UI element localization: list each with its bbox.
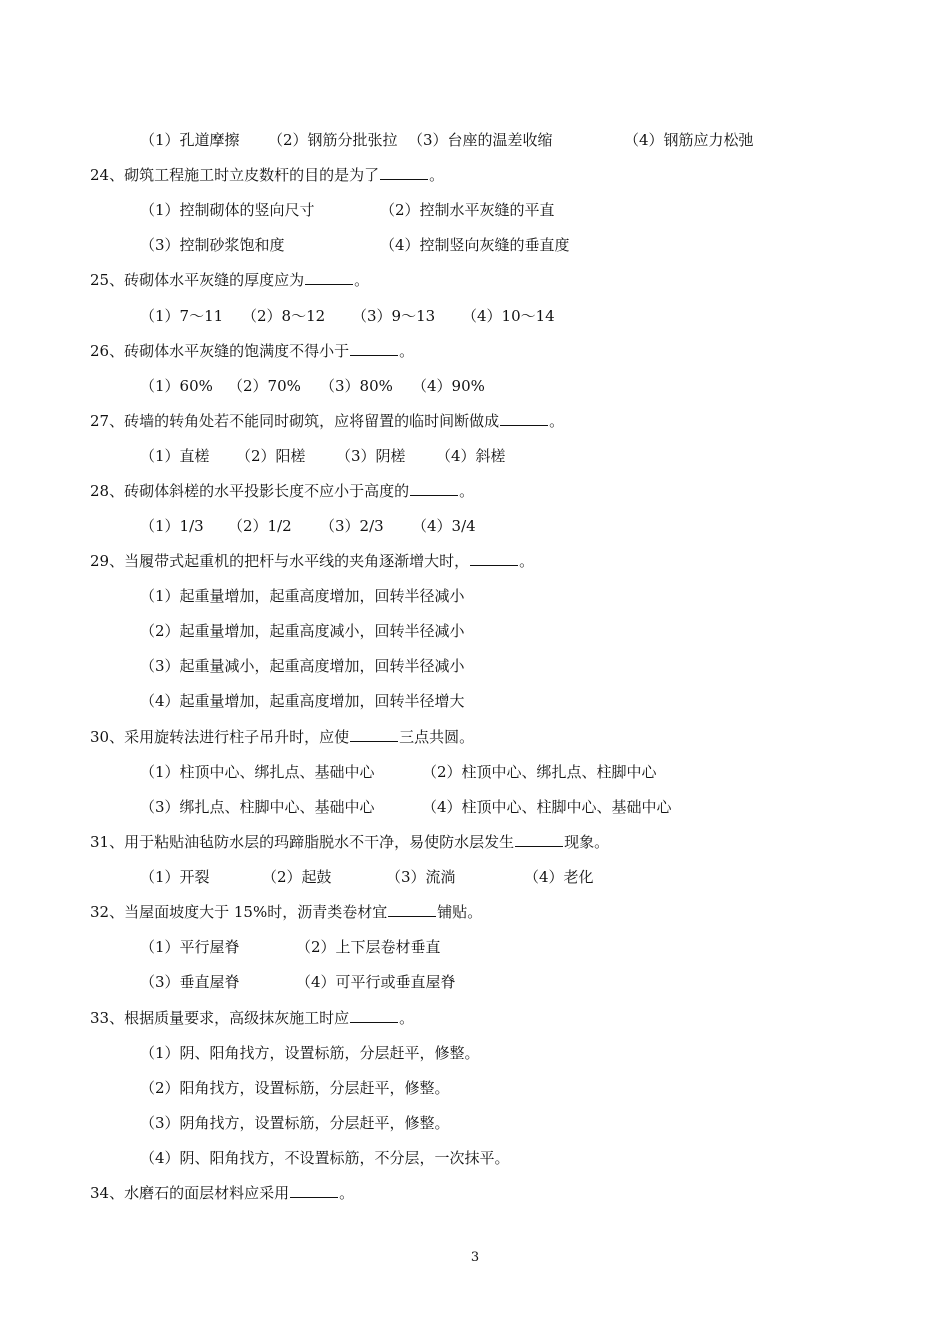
question-text-tail: 。 — [429, 166, 445, 184]
question-text: 32、当屋面坡度大于 15%时，沥青类卷材宜 — [90, 903, 388, 921]
answer-option: （1）7～11 — [140, 307, 224, 325]
answer-option: （3）2/3 — [320, 517, 384, 535]
answer-option: （1）开裂 — [140, 868, 210, 886]
answer-option: （2）1/2 — [228, 517, 292, 535]
answer-blank — [350, 1008, 398, 1023]
answer-option: （4）10～14 — [462, 307, 555, 325]
question-text-tail: 三点共圆。 — [399, 728, 475, 746]
question-text: 34、水磨石的面层材料应采用 — [90, 1184, 290, 1202]
question-line — [90, 832, 609, 852]
answer-option: （2）上下层卷材垂直 — [296, 938, 441, 956]
question-text-tail: 铺贴。 — [437, 903, 483, 921]
answer-option: （3）80% — [320, 377, 393, 395]
question-text: 24、砌筑工程施工时立皮数杆的目的是为了 — [90, 166, 380, 184]
question-line — [90, 270, 369, 290]
answer-option: （1）1/3 — [140, 517, 204, 535]
question-text: 26、砖砌体水平灰缝的饱满度不得小于 — [90, 342, 350, 360]
answer-option: （2）起鼓 — [262, 868, 332, 886]
question-line — [90, 411, 564, 431]
answer-option: （2）8～12 — [242, 307, 326, 325]
question-text: 30、采用旋转法进行柱子吊升时，应使 — [90, 728, 350, 746]
answer-option: （4）90% — [412, 377, 485, 395]
answer-blank — [515, 832, 563, 847]
question-text-tail: 现象。 — [564, 833, 610, 851]
answer-option: （4）3/4 — [412, 517, 476, 535]
question-line — [90, 481, 474, 501]
answer-blank — [410, 481, 458, 496]
answer-option: （4）起重量增加，起重高度增加，回转半径增大 — [140, 692, 465, 710]
answer-option: （3）阴角找方，设置标筋，分层赶平，修整。 — [140, 1114, 450, 1132]
answer-option: （3）绑扎点、柱脚中心、基础中心 — [140, 798, 375, 816]
answer-option: （2）70% — [228, 377, 301, 395]
answer-option: （1）平行屋脊 — [140, 938, 240, 956]
answer-option: （3）阴槎 — [336, 447, 406, 465]
question-text-tail: 。 — [339, 1184, 355, 1202]
question-text-tail: 。 — [354, 271, 370, 289]
question-text-tail: 。 — [519, 552, 535, 570]
answer-option: （2）阳角找方，设置标筋，分层赶平，修整。 — [140, 1079, 450, 1097]
answer-blank — [470, 551, 518, 566]
answer-option: （2）阳槎 — [236, 447, 306, 465]
question-text: 25、砖砌体水平灰缝的厚度应为 — [90, 271, 305, 289]
page-number: 3 — [470, 1250, 480, 1265]
answer-option: （3）9～13 — [352, 307, 436, 325]
answer-option: （3）流淌 — [386, 868, 456, 886]
question-text-tail: 。 — [459, 482, 475, 500]
answer-blank — [350, 727, 398, 742]
answer-option: （2）起重量增加，起重高度减小，回转半径减小 — [140, 622, 465, 640]
question-text: 29、当履带式起重机的把杆与水平线的夹角逐渐增大时， — [90, 552, 470, 570]
answer-option: （3）台座的温差收缩 — [408, 131, 553, 149]
question-line — [90, 1008, 414, 1028]
answer-option: （4）斜槎 — [436, 447, 506, 465]
answer-blank — [388, 902, 436, 917]
answer-option: （2）柱顶中心、绑扎点、柱脚中心 — [422, 763, 657, 781]
question-line — [90, 551, 534, 571]
question-line — [90, 1183, 354, 1203]
answer-option: （3）控制砂浆饱和度 — [140, 236, 285, 254]
answer-blank — [380, 165, 428, 180]
question-text: 28、砖砌体斜槎的水平投影长度不应小于高度的 — [90, 482, 410, 500]
answer-option: （1）孔道摩擦 — [140, 131, 240, 149]
answer-option: （4）控制竖向灰缝的垂直度 — [380, 236, 570, 254]
question-line — [90, 727, 474, 747]
answer-option: （1）柱顶中心、绑扎点、基础中心 — [140, 763, 375, 781]
answer-blank — [305, 270, 353, 285]
answer-blank — [350, 341, 398, 356]
answer-option: （4）阴、阳角找方，不设置标筋，不分层，一次抹平。 — [140, 1149, 510, 1167]
question-text: 27、砖墙的转角处若不能同时砌筑，应将留置的临时间断做成 — [90, 412, 500, 430]
answer-option: （4）柱顶中心、柱脚中心、基础中心 — [422, 798, 672, 816]
answer-option: （1）控制砌体的竖向尺寸 — [140, 201, 315, 219]
answer-option: （2）钢筋分批张拉 — [268, 131, 398, 149]
answer-option: （1）起重量增加，起重高度增加，回转半径减小 — [140, 587, 465, 605]
answer-option: （3）起重量减小，起重高度增加，回转半径减小 — [140, 657, 465, 675]
question-text: 33、根据质量要求，高级抹灰施工时应 — [90, 1009, 350, 1027]
answer-option: （4）可平行或垂直屋脊 — [296, 973, 456, 991]
answer-option: （3）垂直屋脊 — [140, 973, 240, 991]
answer-blank — [290, 1183, 338, 1198]
answer-option: （1）直槎 — [140, 447, 210, 465]
question-text-tail: 。 — [399, 342, 415, 360]
question-text-tail: 。 — [399, 1009, 415, 1027]
answer-option: （2）控制水平灰缝的平直 — [380, 201, 555, 219]
answer-option: （1）60% — [140, 377, 213, 395]
question-line — [90, 341, 414, 361]
answer-option: （1）阴、阳角找方，设置标筋，分层赶平，修整。 — [140, 1044, 480, 1062]
answer-blank — [500, 411, 548, 426]
question-line — [90, 165, 444, 185]
question-text: 31、用于粘贴油毡防水层的玛蹄脂脱水不干净，易使防水层发生 — [90, 833, 515, 851]
answer-option: （4）钢筋应力松弛 — [624, 131, 754, 149]
question-text-tail: 。 — [549, 412, 565, 430]
answer-option: （4）老化 — [524, 868, 594, 886]
question-line — [90, 902, 482, 922]
